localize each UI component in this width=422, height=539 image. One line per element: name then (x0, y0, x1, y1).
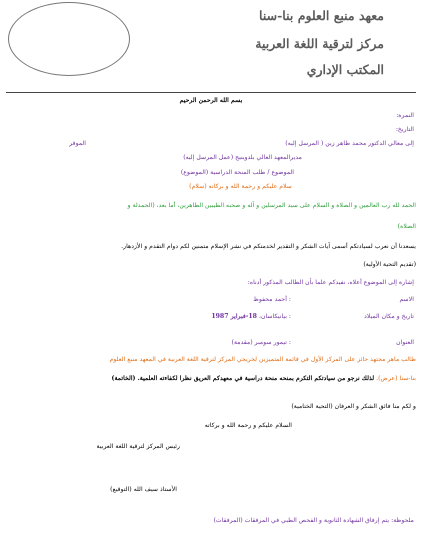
date-label: التاريخ: (395, 126, 414, 133)
recipient-line-2: مديرالمعهد العالي بلدوينيج (عمل المرسل إليه) (183, 154, 302, 161)
praise-line-2: الصلاة) (397, 223, 416, 230)
thanks-line: و لكم منا فائق الشكر و العرفان (التحية الختامية) (291, 403, 416, 410)
intro-line-2: (تقديم التحية الأولية) (363, 261, 416, 268)
recipient-honorific: الموقر (69, 140, 86, 147)
basmala: بسم الله الرحمن الرحيم (179, 97, 243, 104)
attachments-note: ملحوظة: يتم إرفاق الشهادة الثانوية و الفحص الطبي في المرفقات (المرفقات) (213, 517, 414, 524)
closing-salutation: السلام عليكم و رحمة الله و بركاته (204, 422, 292, 429)
header-office: المكتب الإداري (306, 62, 384, 77)
student-dob-value (211, 314, 291, 320)
header-divider (6, 92, 416, 93)
student-birthdate: 18-فبراير 1987 (211, 313, 257, 320)
address-label: العنوان (396, 339, 414, 346)
student-dob-label: تاريخ و مكان الميلاد (364, 313, 414, 320)
reference-number-label: النمرة: (396, 112, 414, 119)
body-line-2 (112, 376, 416, 382)
student-birthplace: : بيانيكاسان، (257, 313, 291, 320)
student-name-label: الاسم (399, 296, 414, 303)
referral-line: إشارة إلى الموضوع أعلاه، نفيدكم علما بأن الطالب المذكور أدناه: (247, 279, 414, 286)
signature-title: رئيس المركز لترقية اللغة العربية (96, 443, 180, 450)
recipient-line-1: إلى معالي الدكتور محمد طاهر زين ( المرسل إليه) (285, 140, 414, 147)
header-institute: معهد منبع العلوم بنا-سنا (259, 8, 384, 23)
intro-line-1: يسعدنا أن نعرب لسيادتكم أسمى آيات الشكر و التقدير لخدمتكم في نشر الإسلام متمنين لكم دوام التقدم و الأزدهار. (121, 243, 416, 250)
greeting-line: سلام عليكم و رحمة الله و بركاته (سلام) (189, 183, 292, 190)
signature-name: الأستاذ سيف الله (التوقيع) (110, 486, 177, 493)
body-line-1: طالب ماهر مجتهد حائز على المركز الأول في قائمة المتميزين لخريجي المركز لترقية اللغة العربية في المعهد منبع العلوم (109, 356, 416, 363)
header-center: مركز لترقية اللغة العربية (255, 36, 384, 51)
praise-line-1: الحمد لله رب العالمين و الصلاة و السلام على سيد المرسلين و آله و صحبه الطيبين الطاهرين، أما بعد، (الحمدلة و (127, 202, 416, 209)
subject-line: الموضوع / طلب المنحة الدراسية (الموضوع) (180, 169, 294, 176)
logo-placeholder-ellipse (8, 2, 130, 76)
body-line-2-conclusion: لذلك نرجو من سيادتكم التكرم بمنحه منحة دراسية في معهدكم العريق نظرا لكفاءته العلمية. (الخاتمة) (111, 375, 375, 382)
address-value: : تيمور سومبر (مقدمة) (231, 339, 291, 346)
student-name-value: : أحمد محفوظ (253, 296, 291, 303)
body-line-2-highlight: بنا-سنا (عرض). (374, 375, 416, 382)
